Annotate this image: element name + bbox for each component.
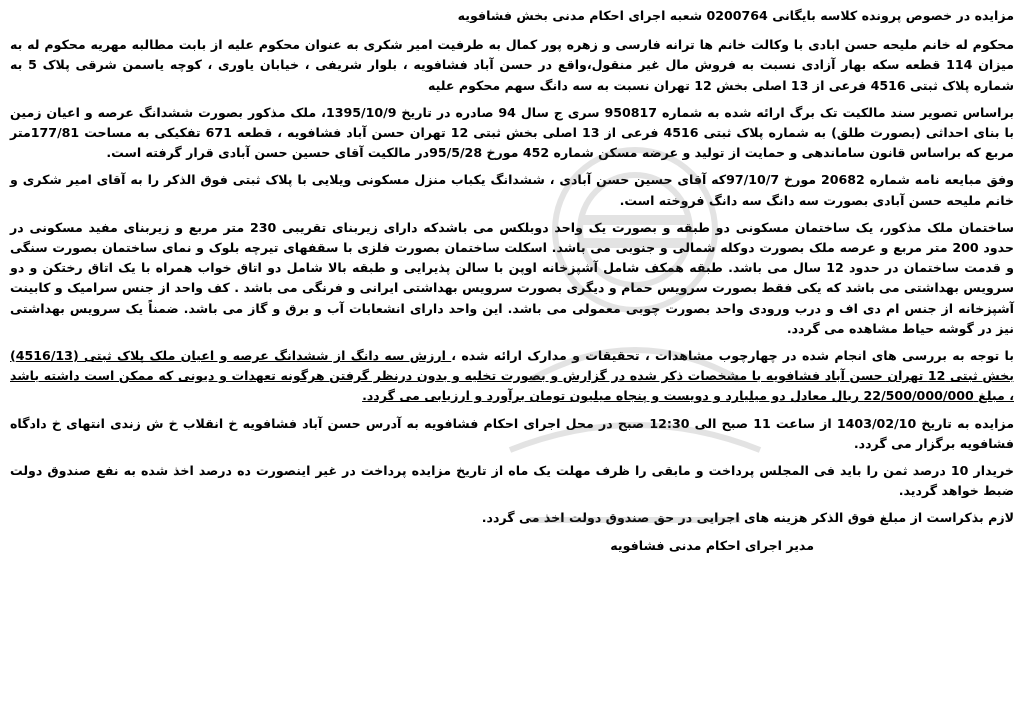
paragraph-auction-time: مزایده به تاریخ 1403/02/10 از ساعت 11 صبح الی 12:30 صبح در محل اجرای احکام فشافویه به آدرس حسن آباد فشافویه خ انقلاب خ ش زندی انتهای خ دادگاه فشافویه برگزار می گردد.	[10, 415, 1015, 451]
paragraph-building-description: ساختمان ملک مذکور، یک ساختمان مسکونی دو طبقه و بصورت یک واحد دوبلکس می باشدکه دارای زیربنای تقریبی 230 متر مربع و زیربنای مفید مسکونی در حدود 200 متر مربع و عرصه ملک بصورت دوکله شمالی و جنوبی می باشد. اسکلت ساختمان بصورت فلزی با سقفهای تیرچه بلوک و نمای ساختمان بصورت سنگی و قدمت ساختمان در حدود 12 سال می باشد. طبقه همکف شامل آشپزخانه اوپن با سالن پذیرایی و طبقه بالا شامل دو اتاق خواب همراه با یک اتاق رختکن و دو سرویس بهداشتی می باشد که یکی فقط بصورت سرویس حمام و دیگری بصورت سرویس بهداشتی ایرانی و فرنگی می باشد . کف واحد از جنس سرامیک و کابینت آشپزخانه از جنس ام دی اف و درب ورودی واحد بصورت چوبی معمولی می باشد. این واحد دارای انشعابات آب و برق و گاز می باشد. ضمناً یک سرویس بهداشتی نیز در گوشه حیاط مشاهده می گردد.	[10, 219, 1014, 336]
valuation-intro-text: با توجه به بررسی های انجام شده در چهارچوب مشاهدات ، تحقیقات و مدارک ارائه شده ،	[451, 348, 1014, 364]
paragraph-costs-note: لازم بذکراست از مبلغ فوق الذکر هزینه های اجرایی در حق صندوق دولت اخذ می گردد.	[481, 510, 1014, 526]
signature-line: مدیر اجرای احکام مدنی فشافویه	[610, 537, 814, 553]
notice-title: مزایده در خصوص پرونده کلاسه بایگانی 0200764 شعبه اجرای احکام مدنی بخش فشافویه	[457, 8, 1014, 23]
paragraph-claim: محکوم له خانم ملیحه حسن ابادی با وکالت خانم ها ترانه فارسی و زهره پور کمال به طرفیت امیر شکری به عنوان محکوم علیه از بابت مطالبه مهریه محکوم له به میزان 114 قطعه سکه بهار آزادی نسبت به فروش مال غیر منقول،واقع در حسن آباد فشافویه ، بلوار شریفی ، خیابان یاوری ، کوچه یاسمن شرقی پلاک 5 به شماره پلاک ثبتی 4516 فرعی از 13 اصلی بخش 12 تهران نسبت به سه دانگ سهم محکوم علیه	[10, 37, 1014, 93]
paragraph-payment-terms: خریدار 10 درصد ثمن را باید فی المجلس پرداخت و مابقی را ظرف مهلت یک ماه از تاریخ مزایده پرداخت در غیر اینصورت ده درصد اخذ شده به نفع صندوق دولت ضبط خواهد گردید.	[10, 463, 1014, 499]
paragraph-sale-agreement: وفق مبایعه نامه شماره 20682 مورخ 97/10/7که آقای حسین حسن آبادی ، ششدانگ یکباب منزل مسکونی ویلایی با پلاک ثبتی فوق الذکر را به آقای امیر شکری و خانم ملیحه حسن آبادی بصورت سه دانگ سه دانگ فروخته است.	[10, 172, 1014, 208]
valuation-amount-text: ارزش سه دانگ از ششدانگ عرصه و اعیان ملک پلاک ثبتی (4516/13) بخش ثبتی 12 تهران حسن آباد فشافویه با مشخصات ذکر شده در گزارش و بصورت تخلیه و بدون درنظر گرفتن هرگونه تعهدات و دیونی که ممکن است داشته باشد ، مبلغ 22/500/000/000 ریال معادل دو میلیارد و دویست و پنجاه میلیون تومان برآورد و ارزیابی می گردد.	[10, 348, 1014, 404]
paragraph-valuation	[10, 346, 1014, 407]
paragraph-deed: براساس تصویر سند مالکیت تک برگ ارائه شده به شماره 950817 سری ج سال 94 صادره در تاریخ 1395/10/9، ملک مذکور بصورت ششدانگ عرصه و اعیان زمین با بنای احداثی (بصورت طلق) به شماره پلاک ثبتی 4516 فرعی از 13 اصلی بخش ثبتی 12 تهران حسن آباد فشافویه ، قطعه 671 تفکیکی به مساحت 177/81متر مربع که براساس قانون ساماندهی و حمایت از تولید و عرضه مسکن شماره 452 مورخ 95/5/28در مالکیت آقای حسین حسن آبادی قرار گرفته است.	[10, 104, 1015, 161]
